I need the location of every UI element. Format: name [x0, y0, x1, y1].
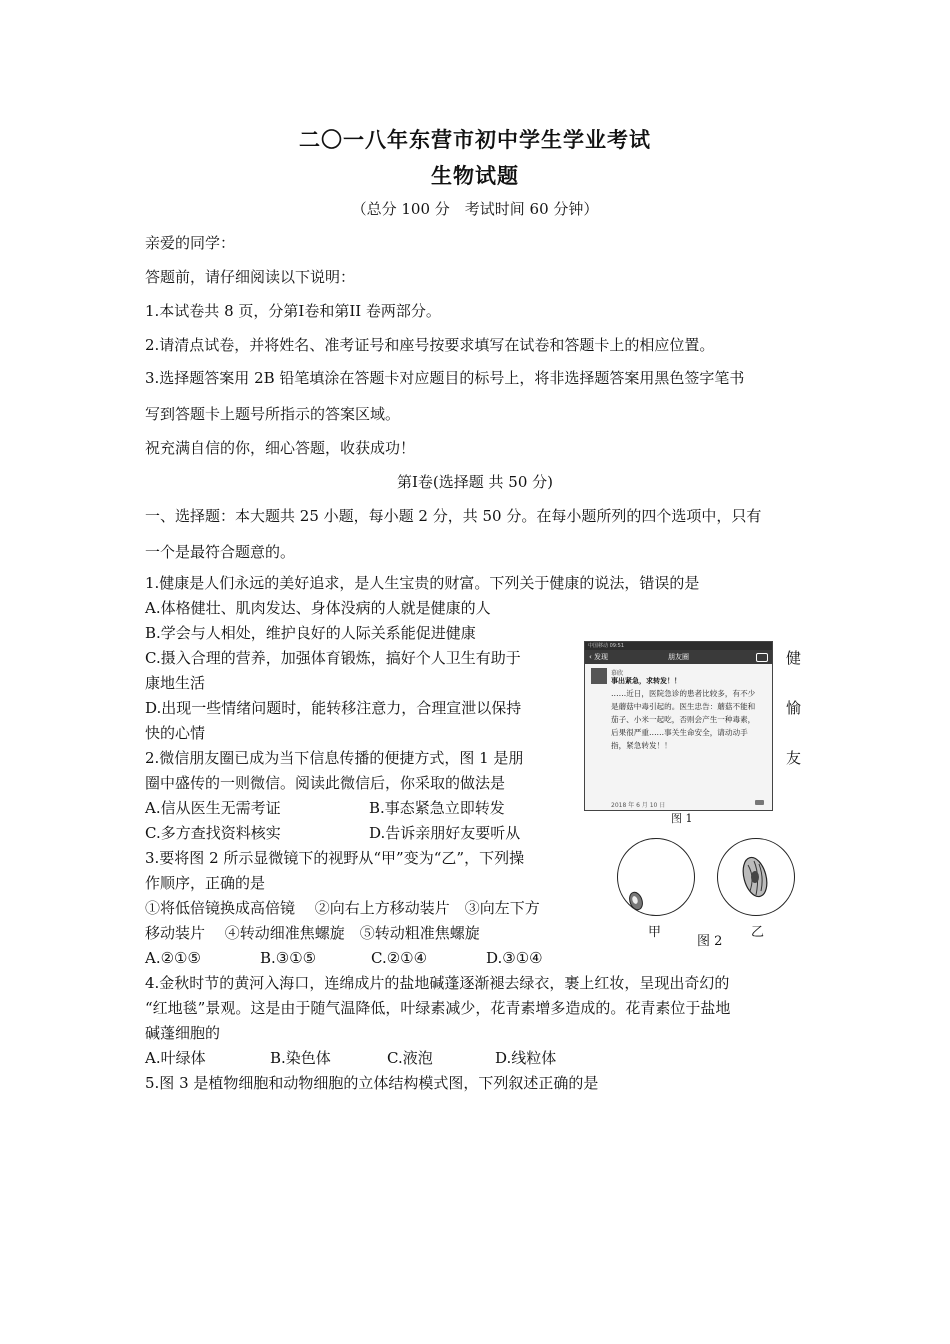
figure-2-caption: 图 2 — [697, 934, 723, 949]
post-message: ……近日，医院急诊的患者比较多，有不少是蘑菇中毒引起的。医生忠告：蘑菇不能和茄子、小米一起吃，否则会产生一种毒素，后果很严重……事关生命安全，请动动手指，紧急转发！！ — [611, 689, 756, 750]
figure-1-caption: 图 1 — [671, 812, 693, 825]
section-instruction: 一、选择题：本大题共 25 小题，每小题 2 分，共 50 分。在每小题所列的四个选项中，只有 — [145, 507, 762, 525]
instruction-lead: 答题前，请仔细阅读以下说明： — [145, 268, 356, 286]
q3-option-b: B.③①⑤ — [260, 949, 317, 967]
q2-option-a: A.信从医生无需考证 — [145, 799, 281, 817]
q3-operations-cont: 移动装片 ④转动细准焦螺旋 ⑤转动粗准焦螺旋 — [145, 924, 480, 942]
small-cell-drawing — [618, 839, 694, 915]
q3-option-d: D.③①④ — [486, 949, 543, 967]
q3-stem: 3.要将图 2 所示显微镜下的视野从“甲”变为“乙”，下列操 — [145, 849, 525, 867]
instruction-item-2: 2.请清点试卷，并将姓名、准考证号和座号按要求填写在试卷和答题卡上的相应位置。 — [145, 336, 715, 354]
exam-subtitle: 生物试题 — [431, 163, 519, 188]
figure-1-wechat-screenshot — [584, 641, 773, 811]
greeting: 亲爱的同学： — [145, 234, 236, 252]
phone-status-bar: 中国移动 09:51 — [585, 642, 772, 650]
label-jia: 甲 — [648, 925, 662, 940]
q1-option-c: C.摄入合理的营养，加强体育锻炼，搞好个人卫生有助于 — [145, 649, 521, 667]
back-label: ‹ 发现 — [589, 653, 609, 661]
label-yi: 乙 — [751, 925, 765, 940]
moments-title: 朋友圈 — [668, 653, 689, 661]
back-text: 发现 — [594, 653, 609, 661]
q1-option-d-cont: 快的心情 — [145, 724, 206, 742]
q5-stem: 5.图 3 是植物细胞和动物细胞的立体结构模式图，下列叙述正确的是 — [145, 1074, 599, 1092]
more-icon — [755, 800, 764, 805]
q3-option-a: A.②①⑤ — [145, 949, 201, 967]
q4-option-a: A.叶绿体 — [145, 1049, 206, 1067]
q1-option-d: D.出现一些情绪问题时，能转移注意力，合理宣泄以保持 — [145, 699, 522, 717]
q4-option-b: B.染色体 — [270, 1049, 331, 1067]
q4-stem: 4.金秋时节的黄河入海口，连绵成片的盐地碱蓬逐渐褪去绿衣，裹上红妆，呈现出奇幻的 — [145, 974, 730, 992]
q4-stem-line-3: 碱蓬细胞的 — [145, 1024, 221, 1042]
q2-option-c: C.多方查找资料核实 — [145, 824, 281, 842]
q1-option-a: A.体格健壮、肌肉发达、身体没病的人就是健康的人 — [145, 599, 491, 617]
q2-option-b: B.事态紧急立即转发 — [369, 799, 505, 817]
q3-option-c: C.②①④ — [371, 949, 428, 967]
instruction-item-1: 1.本试卷共 8 页，分第Ⅰ卷和第ⅠI 卷两部分。 — [145, 302, 441, 320]
instruction-item-3: 3.选择题答案用 2B 铅笔填涂在答题卡对应题目的标号上，将非选择题答案用黑色签字笔书 — [145, 369, 745, 387]
q4-option-c: C.液泡 — [387, 1049, 433, 1067]
q2-stem: 2.微信朋友圈已成为当下信息传播的便捷方式，图 1 是朋 — [145, 749, 524, 767]
q1-option-d-tail: 愉 — [786, 699, 802, 717]
q3-stem-cont: 作顺序，正确的是 — [145, 874, 266, 892]
q2-stem-cont: 圈中盛传的一则微信。阅读此微信后，你采取的做法是 — [145, 774, 506, 792]
camera-icon — [756, 653, 768, 662]
q1-option-c-cont: 康地生活 — [145, 674, 206, 692]
good-luck-note: 祝充满自信的你，细心答题，收获成功！ — [145, 439, 416, 457]
q1-option-b: B.学会与人相处，维护良好的人际关系能促进健康 — [145, 624, 476, 642]
phone-nav-bar — [585, 650, 772, 664]
post-date: 2018 年 6 月 10 日 — [611, 802, 666, 809]
q2-stem-tail: 友 — [786, 749, 802, 767]
section-title: 第Ⅰ卷(选择题 共 50 分) — [396, 473, 554, 491]
avatar — [591, 668, 607, 684]
q2-option-d: D.告诉亲朋好友要听从 — [369, 824, 521, 842]
microscope-field-yi — [717, 838, 795, 916]
large-cell-drawing — [718, 839, 794, 915]
q3-operations: ①将低倍镜换成高倍镜 ②向右上方移动装片 ③向左下方 — [145, 899, 540, 917]
exam-info: （总分 100 分 考试时间 60 分钟） — [351, 200, 599, 218]
q1-stem: 1.健康是人们永远的美好追求，是人生宝贵的财富。下列关于健康的说法，错误的是 — [145, 574, 700, 592]
q4-stem-line-2: “红地毯”景观。这是由于随气温降低，叶绿素减少，花青素增多造成的。花青素位于盐地 — [145, 999, 731, 1017]
post-username: 慕欣 — [611, 670, 624, 677]
post-headline: 事出紧急，求转发！！ — [611, 677, 681, 685]
q1-option-c-tail: 健 — [786, 649, 802, 667]
microscope-field-jia — [617, 838, 695, 916]
q4-option-d: D.线粒体 — [495, 1049, 557, 1067]
exam-title: 二〇一八年东营市初中学生学业考试 — [299, 127, 651, 152]
instruction-item-3-cont: 写到答题卡上题号所指示的答案区域。 — [145, 405, 401, 423]
section-instruction-cont: 一个是最符合题意的。 — [145, 543, 296, 561]
